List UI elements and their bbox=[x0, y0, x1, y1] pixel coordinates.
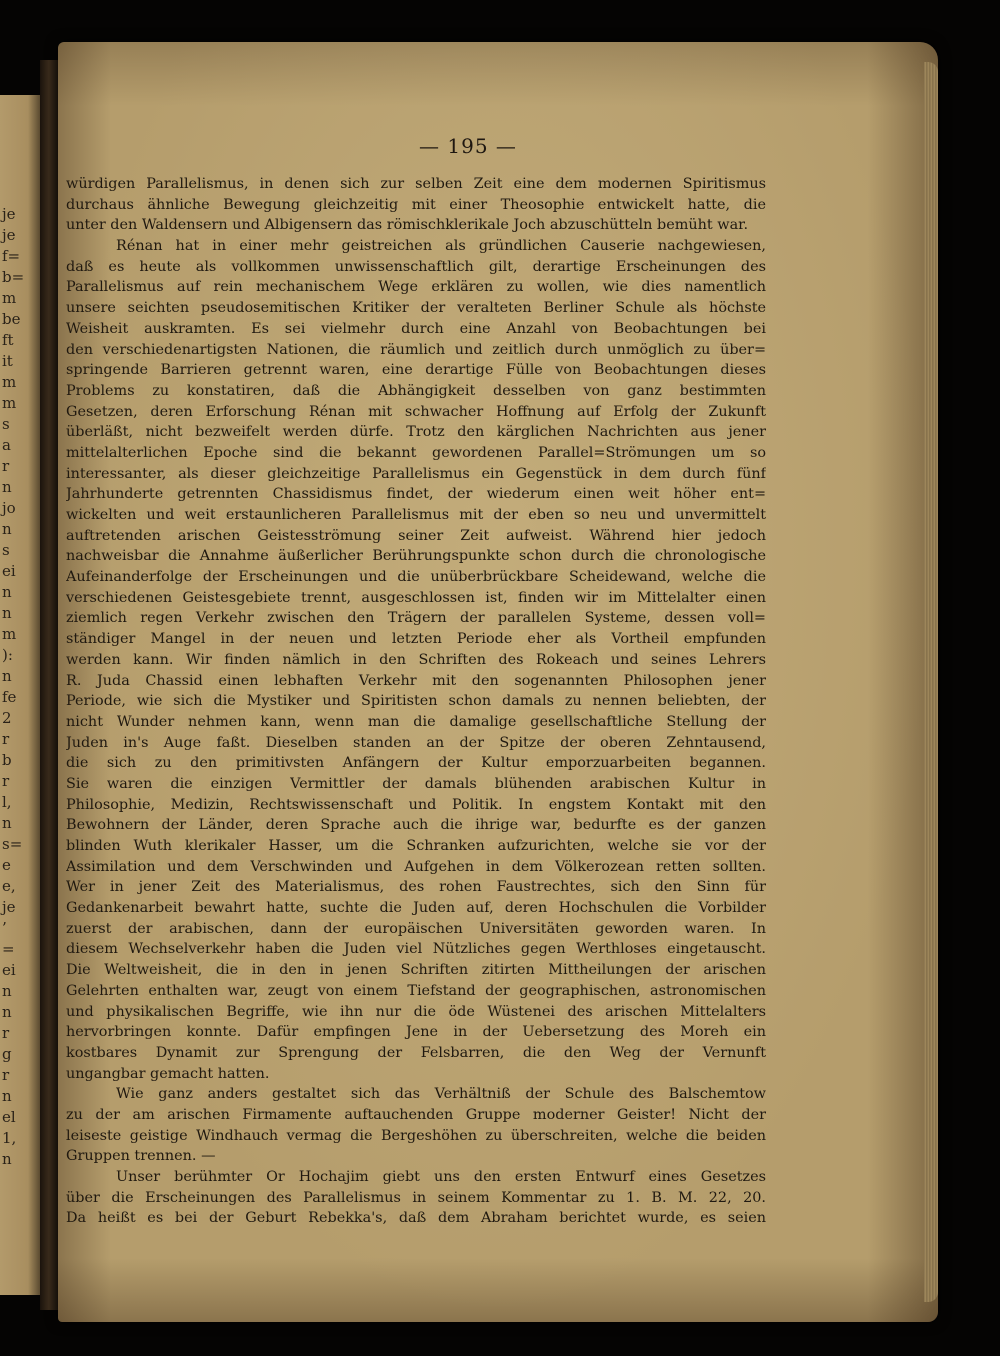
left-page-fragment: r bbox=[2, 730, 10, 748]
text-line: die sich zu den primitivsten Anfängern der Kultur emporzuarbeiten begannen. bbox=[66, 755, 766, 772]
text-line: ständiger Mangel in der neuen und letzten Periode eher als Vortheil empfunden bbox=[66, 631, 766, 648]
left-page-fragment: ): bbox=[2, 646, 13, 664]
text-line: Weisheit auskramten. Es sei vielmehr durch eine Anzahl von Beobachtungen bei bbox=[66, 320, 766, 337]
text-line: blinden Wuth klerikaler Hasser, um die Schranken aufzurichten, welche sie vor der bbox=[66, 838, 766, 854]
page-number: — 195 — bbox=[419, 134, 517, 158]
page-stack-edge bbox=[924, 62, 938, 1302]
left-page-fragment: je bbox=[2, 226, 16, 244]
text-line: würdigen Parallelismus, in denen sich zur selben Zeit eine dem modernen Spiritismus bbox=[66, 176, 766, 192]
text-line: Wer in jener Zeit des Materialismus, des rohen Faustrechtes, sich den Sinn für bbox=[66, 879, 766, 896]
left-page-fragment: m bbox=[2, 394, 17, 412]
text-line: Aufeinanderfolge der Erscheinungen und die unüberbrückbare Scheidewand, welche die bbox=[66, 569, 766, 586]
text-line: Juden in's Auge faßt. Dieselben standen an der Spitze der oberen Zehntausend, bbox=[66, 734, 766, 751]
left-page-fragment: n bbox=[2, 982, 12, 1000]
text-line: R. Juda Chassid einen lebhaften Verkehr mit den sogenannten Philosophen jener bbox=[66, 672, 766, 689]
text-line: Gedankenarbeit bewahrt hatte, suchte die Juden auf, deren Hochschulen die Vorbilder bbox=[66, 900, 766, 917]
left-page-fragment: r bbox=[2, 772, 10, 790]
text-line: Die Weltweisheit, die in den in jenen Schriften zitirten Mittheilungen der arischen bbox=[66, 962, 766, 979]
left-page-fragment: s bbox=[2, 415, 10, 433]
left-page-fragment: m bbox=[2, 289, 17, 307]
left-page-fragment: n bbox=[2, 1087, 12, 1105]
text-line: mittelalterlichen Epoche sind die bekannt gewordenen Parallel=Strömungen um so bbox=[66, 444, 766, 461]
left-page-fragment: m bbox=[2, 373, 17, 391]
left-page-fragment: m bbox=[2, 625, 17, 643]
left-page-fragment: s= bbox=[2, 835, 23, 853]
left-page-fragment: f= bbox=[2, 247, 21, 265]
left-page-fragment: b bbox=[2, 751, 12, 769]
text-line: springende Barrieren getrennt waren, eine derartige Fülle von Beobachtungen dieses bbox=[66, 362, 766, 379]
left-page-fragment: be bbox=[2, 310, 21, 328]
left-page-fragment: s bbox=[2, 541, 10, 559]
text-line: überläßt, nicht bezweifelt werden dürfe. Trotz den kärglichen Nachrichten aus jener bbox=[66, 424, 766, 441]
left-page-fragment: n bbox=[2, 814, 12, 832]
text-line: Gruppen trennen. — bbox=[66, 1148, 216, 1165]
left-page-fragment: l, bbox=[2, 793, 12, 811]
left-page-fragment: r bbox=[2, 1066, 10, 1084]
text-line: Jahrhunderte getrennten Chassidismus findet, der wiederum einen weit höher ent= bbox=[66, 486, 766, 503]
left-page-fragment: n bbox=[2, 1003, 12, 1021]
text-line: Rénan hat in einer mehr geistreichen als gründlichen Causerie nachgewiesen, bbox=[116, 238, 766, 255]
left-page-fragment: fe bbox=[2, 688, 17, 706]
left-page-fragment: n bbox=[2, 667, 12, 685]
left-page-fragment: e, bbox=[2, 877, 16, 895]
book-page bbox=[58, 42, 938, 1322]
text-line: Da heißt es bei der Geburt Rebekka's, daß dem Abraham berichtet wurde, es seien bbox=[66, 1210, 766, 1227]
left-page-fragment: n bbox=[2, 520, 12, 538]
text-line: durchaus ähnliche Bewegung gleichzeitig mit einer Theosophie entwickelt hatte, die bbox=[66, 196, 766, 213]
text-line: Gelehrten enthalten war, zeugt von einem Tiefstand der geographischen, astronomischen bbox=[66, 982, 766, 999]
text-line: leiseste geistige Windhauch vermag die Bergeshöhen zu überschreiten, welche die beiden bbox=[66, 1127, 766, 1144]
text-line: und physikalischen Begriffe, wie ihn nur die öde Wüstenei des arischen Mittelalters bbox=[66, 1003, 766, 1020]
text-line: kostbares Dynamit zur Sprengung der Felsbarren, die den Weg der Vernunft bbox=[66, 1044, 766, 1061]
left-page-fragment: 2 bbox=[2, 709, 12, 727]
text-line: interessanter, als dieser gleichzeitige Parallelismus ein Gegenstück in dem durch fünf bbox=[66, 465, 766, 482]
text-line: nicht Wunder nehmen kann, wenn man die damalige gesellschaftliche Stellung der bbox=[66, 713, 766, 730]
text-line: verschiedenen Geistesgebiete trennt, ausgeschlossen ist, finden wir im Mittelalter einen bbox=[66, 589, 766, 606]
left-page-fragment: r bbox=[2, 457, 10, 475]
text-line: Wie ganz anders gestaltet sich das Verhältniß der Schule des Balschemtow bbox=[116, 1086, 766, 1103]
text-line: auftretenden arischen Geistesströmung seiner Zeit aufweist. Während hier jedoch bbox=[66, 527, 766, 544]
text-line: Periode, wie sich die Mystiker und Spiritisten schon damals zu nennen beliebten, der bbox=[66, 693, 766, 710]
text-line: über die Erscheinungen des Parallelismus in seinem Kommentar zu 1. B. M. 22, 20. bbox=[66, 1189, 766, 1206]
left-page-fragment: je bbox=[2, 898, 16, 916]
text-line: zuerst der arabischen, dann der europäischen Universitäten geworden waren. In bbox=[66, 920, 766, 937]
left-page-fragment: g bbox=[2, 1045, 12, 1063]
text-line: Philosophie, Medizin, Rechtswissenschaft und Politik. In engstem Kontakt mit den bbox=[66, 796, 766, 813]
text-line: ziemlich regen Verkehr zwischen den Trägern der parallelen Systeme, dessen voll= bbox=[66, 610, 766, 627]
text-line: nachweisbar die Annahme äußerlicher Berührungspunkte schon durch die chronologische bbox=[66, 548, 766, 565]
left-page-fragment: je bbox=[2, 205, 16, 223]
text-line: Unser berühmter Or Hochajim giebt uns den ersten Entwurf eines Gesetzes bbox=[116, 1169, 766, 1185]
left-page-fragment: ei bbox=[2, 961, 16, 979]
left-page-fragment: ’ bbox=[2, 919, 7, 937]
left-page-fragment: ft bbox=[2, 331, 14, 349]
text-line: ungangbar gemacht hatten. bbox=[66, 1065, 270, 1082]
left-page-fragment: b= bbox=[2, 268, 25, 286]
text-line: unter den Waldensern und Albigensern das römischklerikale Joch abzuschütteln bemüht war. bbox=[66, 217, 749, 234]
left-page-fragment: el bbox=[2, 1108, 16, 1126]
text-line: den verschiedenartigsten Nationen, die räumlich und zeitlich durch unmöglich zu über= bbox=[66, 341, 766, 358]
left-page-fragment: a bbox=[2, 436, 11, 454]
left-page-fragment: = bbox=[2, 940, 15, 958]
left-page-fragment: jo bbox=[2, 499, 16, 517]
text-line: Sie waren die einzigen Vermittler der damals blühenden arabischen Kultur in bbox=[66, 775, 766, 792]
left-page-fragment: n bbox=[2, 604, 12, 622]
left-page-fragment: 1, bbox=[2, 1129, 17, 1147]
text-line: Gesetzen, deren Erforschung Rénan mit schwacher Hoffnung auf Erfolg der Zukunft bbox=[66, 403, 766, 420]
text-line: Assimilation und dem Verschwinden und Aufgehen in dem Völkerozean retten sollten. bbox=[66, 858, 766, 875]
text-line: hervorbringen konnte. Dafür empfingen Jene in der Uebersetzung des Moreh ein bbox=[66, 1024, 766, 1041]
left-page-fragment: n bbox=[2, 1150, 12, 1168]
left-page-fragment: n bbox=[2, 583, 12, 601]
text-line: werden kann. Wir finden nämlich in den Schriften des Rokeach und seines Lehrers bbox=[66, 651, 766, 668]
text-line: diesem Wechselverkehr haben die Juden viel Nützliches gegen Werthloses eingetauscht. bbox=[66, 941, 766, 958]
left-page-fragment: r bbox=[2, 1024, 10, 1042]
text-line: Parallelismus auf rein mechanischem Wege erklären zu wollen, wie dies namentlich bbox=[66, 279, 766, 296]
left-page-fragment: ei bbox=[2, 562, 16, 580]
left-page-fragment: e bbox=[2, 856, 11, 874]
body-text bbox=[66, 174, 766, 1229]
text-line: Problems zu konstatiren, daß die Abhängigkeit desselben von ganz bestimmten bbox=[66, 382, 766, 399]
text-line: daß es heute als vollkommen unwissenschaftlich gilt, derartige Erscheinungen des bbox=[66, 258, 766, 275]
text-line: unsere seichten pseudosemitischen Kritiker der veralteten Berliner Schule als höchste bbox=[66, 300, 766, 317]
text-line: wickelten und weit erstaunlicheren Parallelismus mit der eben so neu und unvermittelt bbox=[66, 507, 766, 523]
left-page-fragment: it bbox=[2, 352, 13, 370]
left-page-edge bbox=[0, 95, 43, 1295]
text-line: zu der am arischen Firmamente auftauchenden Gruppe moderner Geister! Nicht der bbox=[66, 1106, 766, 1123]
text-line: Bewohnern der Länder, deren Sprache auch die ihrige war, bedurfte es der ganzen bbox=[66, 817, 766, 834]
left-page-fragment: n bbox=[2, 478, 12, 496]
